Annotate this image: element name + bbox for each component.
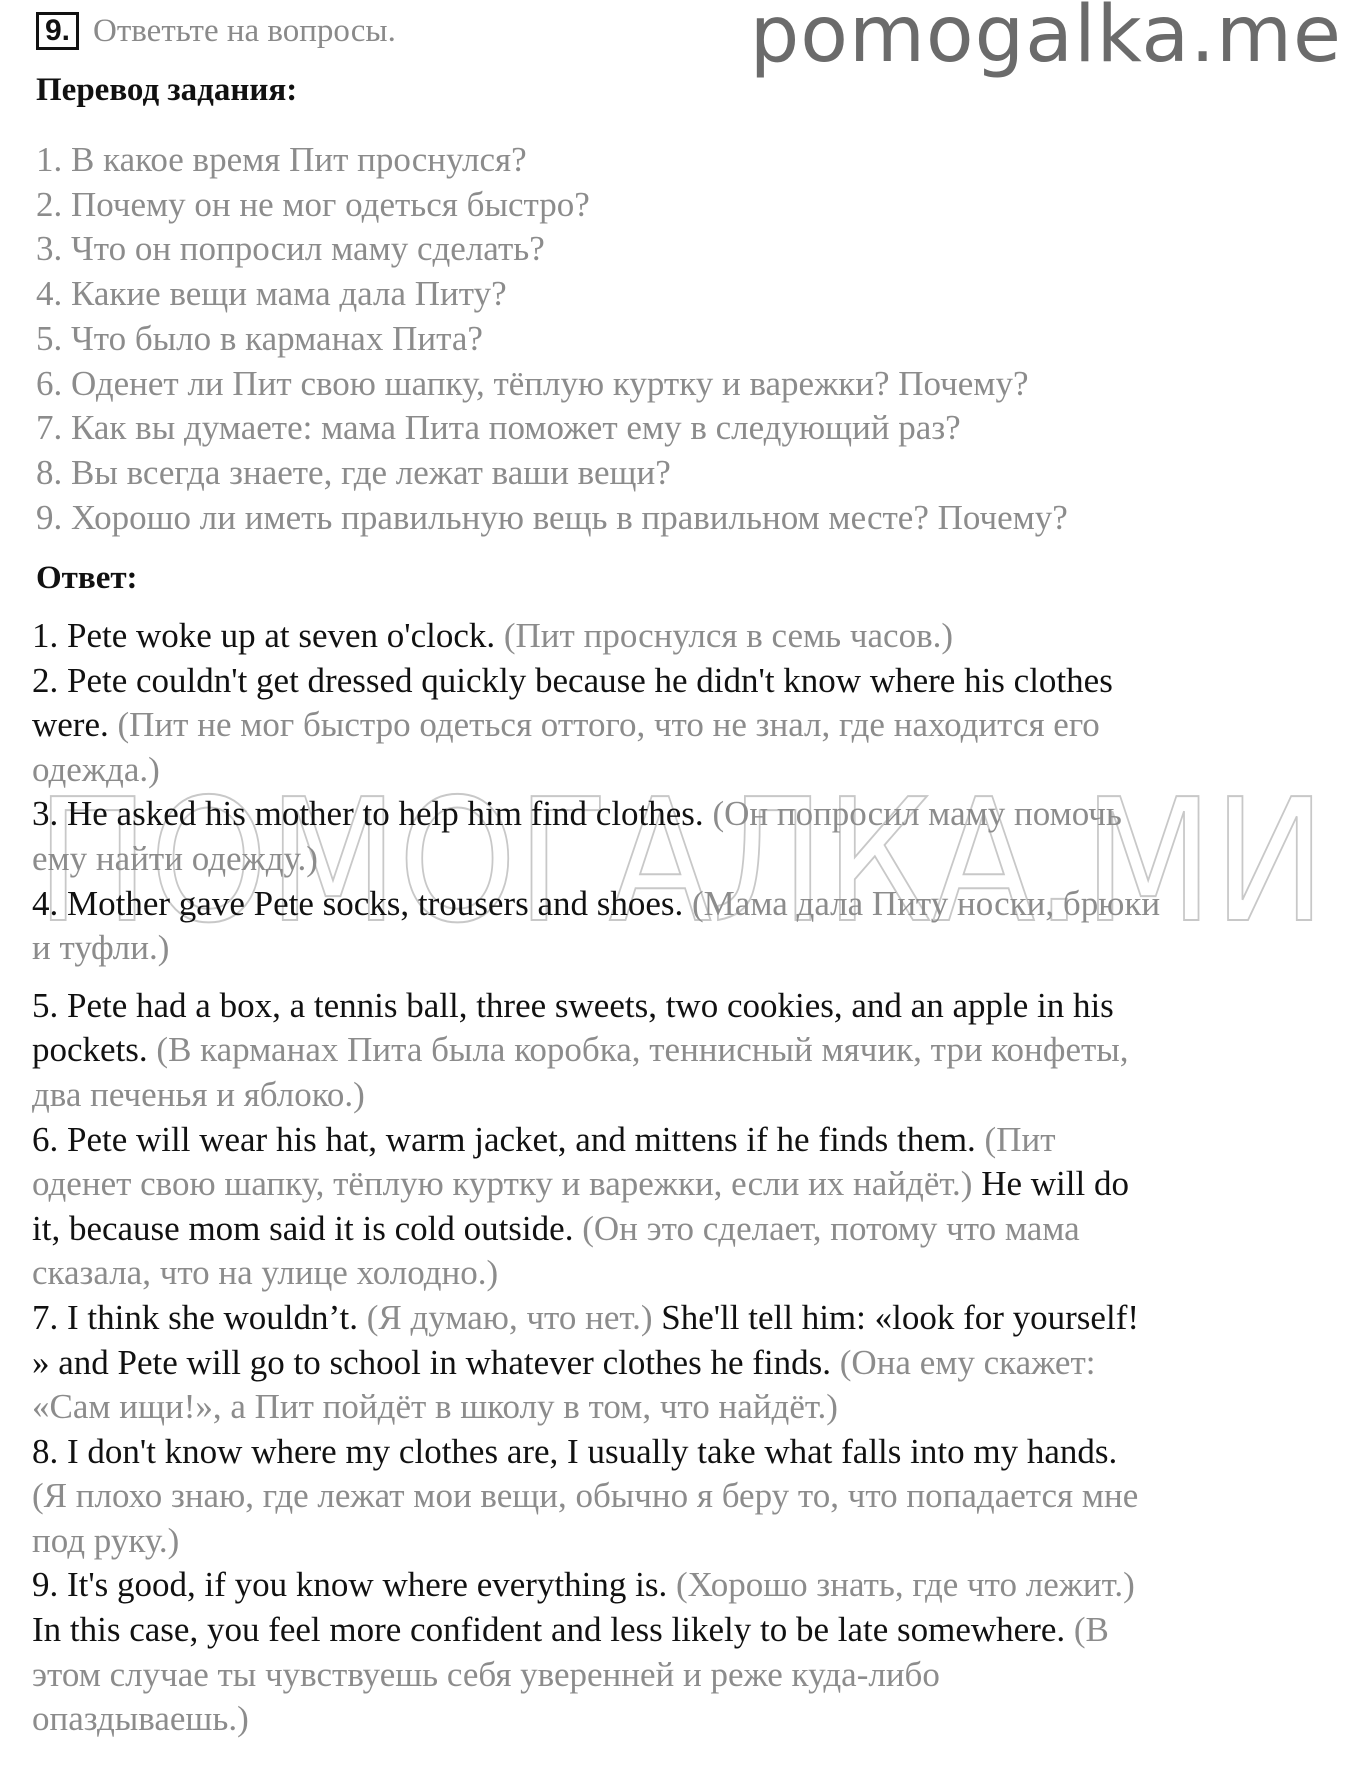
answer-line: [32, 1296, 1332, 1341]
answer-line: [32, 882, 1332, 927]
answer-translation: и туфли.): [32, 928, 170, 968]
question-item: 5. Что было в карманах Пита?: [36, 318, 483, 358]
answer-text: 7. I think she wouldn’t.: [32, 1297, 367, 1337]
answer-text: He will do: [981, 1164, 1129, 1204]
answer-text: » and Pete will go to school in whatever clothes he finds.: [32, 1342, 840, 1382]
answer-line: [32, 1341, 1332, 1386]
answer-translation: (Я плохо знаю, где лежат мои вещи, обычно я беру то, что попадается мне: [32, 1476, 1139, 1516]
watermark-text: ПОМОГАЛКА.МИ: [36, 770, 1326, 945]
answer-translation: (В: [1073, 1610, 1109, 1650]
answer-text: were.: [32, 705, 118, 745]
answer-list: [32, 614, 1332, 1742]
answer-translation: оденет свою шапку, тёплую куртку и варежки, если их найдёт.): [32, 1164, 982, 1204]
answer-translation: (Я думаю, что нет.): [366, 1297, 662, 1337]
answer-translation: под руку.): [32, 1520, 180, 1560]
answer-line: [32, 1207, 1332, 1252]
question-item: 7. Как вы думаете: мама Пита поможет ему в следующий раз?: [36, 408, 961, 448]
answer-translation: (В карманах Пита была коробка, теннисный мячик, три конфеты,: [156, 1030, 1129, 1070]
question-item: 4. Какие вещи мама дала Питу?: [36, 274, 507, 314]
answer-translation: ему найти одежду.): [32, 838, 318, 878]
answer-text: 1. Pete woke up at seven o'clock.: [32, 616, 504, 655]
answer-line: [32, 1430, 1332, 1475]
answer-line: [32, 1028, 1332, 1073]
answer-text: In this case, you feel more confident and less likely to be late somewhere.: [32, 1610, 1074, 1650]
answer-translation: (Он попросил маму помочь: [712, 794, 1122, 834]
answer-translation: (Пит проснулся в семь часов.): [503, 616, 953, 655]
answer-line: [32, 659, 1332, 704]
answer-text: 5. Pete had a box, a tennis ball, three sweets, two cookies, and an apple in his: [32, 985, 1114, 1025]
answer-line: [32, 984, 1332, 1029]
answer-translation: сказала, что на улице холодно.): [32, 1253, 499, 1293]
answer-translation: (Пит не мог быстро одеться оттого, что не знал, где находится его: [117, 705, 1100, 745]
question-item: 8. Вы всегда знаете, где лежат ваши вещи?: [36, 452, 671, 492]
answer-gap: [32, 971, 1332, 984]
answer-translation: (Пит: [984, 1119, 1056, 1159]
translation-heading: Перевод задания:: [36, 72, 298, 108]
answer-translation: этом случае ты чувствуешь себя уверенней и реже куда-либо: [32, 1654, 940, 1694]
answer-translation: (Хорошо знать, где что лежит.): [675, 1565, 1135, 1605]
question-item: 9. Хорошо ли иметь правильную вещь в правильном месте? Почему?: [36, 497, 1068, 537]
answer-translation: (Она ему скажет:: [839, 1342, 1096, 1382]
answer-translation: «Сам ищи!», а Пит пойдёт в школу в том, что найдёт.): [32, 1387, 838, 1427]
task-instruction: Ответьте на вопросы.: [93, 12, 396, 49]
answer-text: 9. It's good, if you know where everything is.: [32, 1565, 676, 1605]
site-logo: pomogalka.me: [749, 0, 1342, 80]
answer-line: [32, 1118, 1332, 1163]
answer-line: [32, 1251, 1332, 1296]
question-item: 2. Почему он не мог одеться быстро?: [36, 184, 590, 224]
answer-text: 8. I don't know where my clothes are, I usually take what falls into my hands.: [32, 1431, 1118, 1471]
answer-line: [32, 1474, 1332, 1519]
answer-translation: опаздываешь.): [32, 1699, 249, 1739]
answer-line: [32, 1608, 1332, 1653]
answer-translation: два печенья и яблоко.): [32, 1074, 365, 1114]
answer-line: [32, 748, 1332, 793]
answer-text: it, because mom said it is cold outside.: [32, 1208, 583, 1248]
question-item: 6. Оденет ли Пит свою шапку, тёплую куртку и варежки? Почему?: [36, 363, 1029, 403]
answer-text: She'll tell him: «look for yourself!: [661, 1297, 1139, 1337]
answer-line: [32, 703, 1332, 748]
answer-line: [32, 1385, 1332, 1430]
answer-line: [32, 792, 1332, 837]
answer-text: 6. Pete will wear his hat, warm jacket, and mittens if he finds them.: [32, 1119, 985, 1159]
answer-text: pockets.: [32, 1030, 157, 1070]
answer-line: [32, 614, 1332, 659]
task-number: 9.: [36, 12, 79, 50]
task-header: [36, 12, 396, 50]
answer-text: 3. He asked his mother to help him find clothes.: [32, 794, 713, 834]
answer-line: [32, 1697, 1332, 1742]
answer-translation: (Он это сделает, потому что мама: [582, 1208, 1080, 1248]
answer-line: [32, 1653, 1332, 1698]
answer-line: [32, 926, 1332, 971]
question-item: 3. Что он попросил маму сделать?: [36, 229, 545, 269]
answer-translation: (Мама дала Питу носки, брюки: [692, 883, 1161, 923]
answer-line: [32, 837, 1332, 882]
question-list: [36, 138, 1068, 540]
answer-line: [32, 1519, 1332, 1564]
question-item: 1. В какое время Пит проснулся?: [36, 140, 527, 179]
answer-heading: Ответ:: [36, 560, 138, 596]
answer-text: 4. Mother gave Pete socks, trousers and shoes.: [32, 883, 693, 923]
answer-line: [32, 1162, 1332, 1207]
answer-line: [32, 1563, 1332, 1608]
answer-translation: одежда.): [32, 749, 160, 789]
answer-text: 2. Pete couldn't get dressed quickly because he didn't know where his clothes: [32, 660, 1113, 700]
answer-line: [32, 1073, 1332, 1118]
